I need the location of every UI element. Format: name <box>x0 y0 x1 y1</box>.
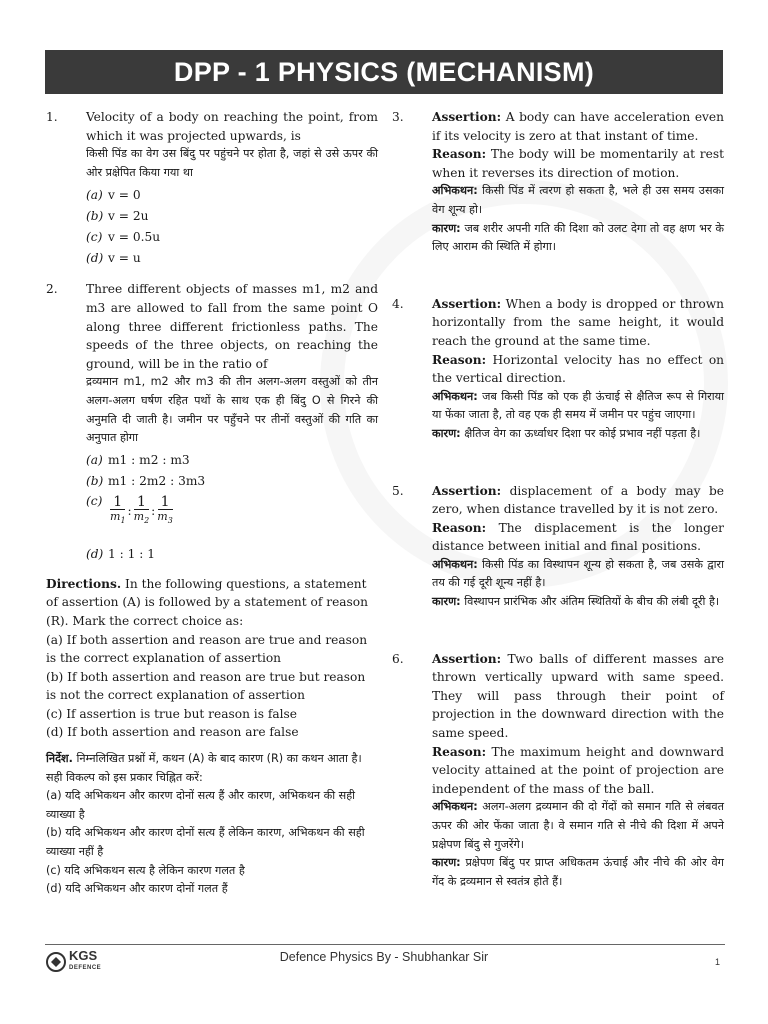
question-number: 4. <box>392 296 404 311</box>
directions-text: In the following questions, a statement of assertion (A) is followed by a statement of reason (R). Mark the correct choice as: <box>46 576 368 628</box>
option-b: (b) m1 : 2m2 : 3m3 <box>86 473 206 488</box>
direction-choice-hi: (d) यदि अभिकथन और कारण दोनों गलत हैं <box>46 882 228 896</box>
question-3: 3. Assertion: A body can have acceleration even if its velocity is zero at that instant of time. Reason: The body will be momentarily at rest when it reverses its direction of motion. अभिकथन: किसी पिंड में त्वरण हो सकता है, भले ही उस समय उसका वेग शून्य हो। कारण: जब शरीर अपनी गति की दिशा को उलट देगा तो वह क्षण भर के लिए आराम की स्थिति में होगा। <box>392 108 724 257</box>
option-c: (c) $\frac{1}{m_1}$ : $\frac{1}{m_2}$ : $\frac{1}{m_3}$ <box>86 493 173 525</box>
assertion-text-hi: किसी पिंड का विस्थापन शून्य हो सकता है, जब उसके द्वारा तय की गई दूरी शून्य नहीं है। <box>432 557 724 590</box>
question-4: 4. Assertion: When a body is dropped or thrown horizontally from the same height, it would reach the ground at the same time. Reason: Horizontal velocity has no effect on the vertical direction. अभिकथन: जब किसी पिंड को एक ही ऊंचाई से क्षैतिज रूप से गिराया या फेंका जाता है, तो वह एक ही समय में जमीन पर पहुंच जाएगा। कारण: क्षैतिज वेग का ऊर्ध्वाधर दिशा पर कोई प्रभाव नहीं पड़ता है। <box>392 295 724 444</box>
logo-sub-text: DEFENCE <box>69 965 102 971</box>
reason-text: The displacement is the longer distance between initial and final positions. <box>432 520 725 554</box>
assertion-text-hi: किसी पिंड में त्वरण हो सकता है, भले ही उस समय उसका वेग शून्य हो। <box>432 184 724 216</box>
question-number: 1. <box>46 110 58 124</box>
option-d: (d) 1 : 1 : 1 <box>86 546 155 561</box>
options-list <box>86 184 378 268</box>
question-number: 2. <box>46 282 58 297</box>
reason-text: The body will be momentarily at rest when it reverses its direction of motion. <box>432 147 724 180</box>
question-5: 5. Assertion: displacement of a body may be zero, when distance travelled by it is not zero. Reason: The displacement is the longer distance between initial and final positions. अभिकथन: किसी पिंड का विस्थापन शून्य हो सकता है, जब उसके द्वारा तय की गई दूरी शून्य नहीं है। कारण: विस्थापन प्रारंभिक और अंतिम स्थितियों के बीच की लंबी दूरी है। <box>392 482 724 612</box>
directions-label-hi: निर्देश. <box>46 752 73 766</box>
question-number: 6. <box>392 651 404 666</box>
left-column <box>46 108 378 899</box>
reason-text: Horizontal velocity has no effect on the vertical direction. <box>432 352 725 386</box>
fraction-1-m1: $\frac{1}{m_1}$ <box>110 493 126 525</box>
question-1 <box>46 108 378 268</box>
assertion-text-hi: अलग-अलग द्रव्यमान की दो गेंदों को समान गति से लंबवत ऊपर की ओर फेंका जाता है। वे समान गति से नीचे की दिशा में अपने प्रक्षेपण बिंदु से गुजरेंगे। <box>432 800 724 851</box>
question-6: 6. Assertion: Two balls of different masses are thrown vertically upward with same speed. They will pass through their point of projection in the downward direction with the same speed. Reason: The maximum height and downward velocity attained at the point of projection are independent of the mass of the ball. अभिकथन: अलग-अलग द्रव्यमान की दो गेंदों को समान गति से लंबवत ऊपर की ओर फेंका जाता है। वे समान गति से नीचे की दिशा में अपने प्रक्षेपण बिंदु से गुजरेंगे। कारण: प्रक्षेपण बिंदु पर प्राप्त अधिकतम ऊंचाई और नीचे की ओर वेग गेंद के द्रव्यमान से स्वतंत्र होते हैं। <box>392 650 724 892</box>
assertion-text: When a body is dropped or thrown horizontally from the same height, it would reach the ground at the same time. <box>432 296 724 348</box>
assertion-text: displacement of a body may be zero, when distance travelled by it is not zero. <box>432 483 725 517</box>
directions-block <box>46 575 378 899</box>
question-text-en: Velocity of a body on reaching the point, from which it was projected upwards, is <box>86 110 378 143</box>
direction-choice: (c) If assertion is true but reason is false <box>46 706 297 721</box>
direction-choice-hi: (a) यदि अभिकथन और कारण दोनों सत्य हैं और कारण, अभिकथन की सही व्याख्या है <box>46 789 356 821</box>
reason-text-hi: विस्थापन प्रारंभिक और अंतिम स्थितियों के बीच की लंबी दूरी है। <box>464 595 720 609</box>
assertion-text-hi: जब किसी पिंड को एक ही ऊंचाई से क्षैतिज रूप से गिराया या फेंका जाता है, तो वह एक ही समय में जमीन पर पहुंच जाएगा। <box>432 389 724 422</box>
assertion-text: A body can have acceleration even if its velocity is zero at that instant of time. <box>432 110 724 143</box>
page-title: DPP - 1 PHYSICS (MECHANISM) <box>45 50 723 94</box>
fraction-1-m3: $\frac{1}{m_3}$ <box>157 493 173 525</box>
footer-divider <box>45 944 725 945</box>
reason-text-hi: जब शरीर अपनी गति की दिशा को उलट देगा तो वह क्षण भर के लिए आराम की स्थिति में होगा। <box>432 221 724 254</box>
question-2 <box>46 280 378 564</box>
options-list <box>86 450 378 565</box>
reason-text: The maximum height and downward velocity attained at the point of projection are independent of the mass of the ball. <box>432 744 724 796</box>
question-text-en: Three different objects of masses m1, m2 and m3 are allowed to fall from the same point O along three different frictionless paths. The speeds of the three objects, on reaching the ground, will be in the ratio of <box>86 282 378 371</box>
directions-label: Directions. <box>46 576 122 591</box>
reason-text-hi: क्षैतिज वेग का ऊर्ध्वाधर दिशा पर कोई प्रभाव नहीं पड़ता है। <box>464 426 701 440</box>
question-text-hi: द्रव्यमान m1, m2 और m3 की तीन अलग-अलग वस्तुओं को तीन अलग-अलग घर्षण रहित पथों के साथ एक ही बिंदु O से गिरने की अनुमति दी जाती है। जमीन पर पहुँचने पर तीनों वस्तुओं की गति का अनुपात होगा <box>86 375 378 445</box>
directions-sub-hi: सही विकल्प को इस प्रकार चिह्नित करें: <box>46 770 203 784</box>
direction-choice-hi: (c) यदि अभिकथन सत्य है लेकिन कारण गलत है <box>46 863 245 877</box>
direction-choice: (b) If both assertion and reason are true but reason is not the correct explanation of assertion <box>46 669 366 703</box>
direction-choice-hi: (b) यदि अभिकथन और कारण दोनों सत्य हैं लेकिन कारण, अभिकथन की सही व्याख्या नहीं है <box>46 826 365 859</box>
reason-text-hi: प्रक्षेपण बिंदु पर प्राप्त अधिकतम ऊंचाई और नीचे की ओर वेग गेंद के द्रव्यमान से स्वतंत्र होते हैं। <box>432 856 724 888</box>
direction-choice: (d) If both assertion and reason are false <box>46 725 299 740</box>
question-text-hi: किसी पिंड का वेग उस बिंदु पर पहुंचने पर होता है, जहां से उसे ऊपर की ओर प्रक्षेपित किया गया था <box>86 147 378 179</box>
directions-text-hi: निम्नलिखित प्रश्नों में, कथन (A) के बाद कारण (R) का कथन आता है। <box>76 752 362 766</box>
page-number: 1 <box>715 957 721 967</box>
direction-choice: (a) If both assertion and reason are true and reason is the correct explanation of assertion <box>46 632 368 666</box>
fraction-1-m2: $\frac{1}{m_2}$ <box>133 493 150 525</box>
option-b: (b) v = 2u <box>86 208 149 223</box>
footer-credit: Defence Physics By - Shubhankar Sir <box>279 950 489 964</box>
option-d: (d) v = u <box>86 250 141 265</box>
right-column <box>392 108 724 891</box>
option-c: (c) v = 0.5u <box>86 229 161 244</box>
logo-main-text: KGS <box>69 948 98 963</box>
assertion-text: Two balls of different masses are thrown vertically upward with same speed. They will pass through their point of projection in the downward direction with the same speed. <box>432 651 725 741</box>
question-number: 3. <box>392 110 404 124</box>
option-a: (a) m1 : m2 : m3 <box>86 452 190 467</box>
option-a: (a) v = 0 <box>86 187 141 202</box>
question-number: 5. <box>392 483 404 498</box>
